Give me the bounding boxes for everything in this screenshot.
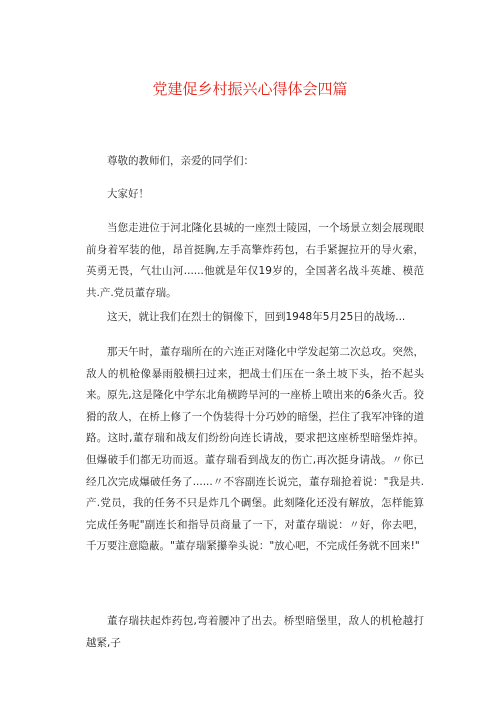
paragraph-salutation: 尊敬的教师们，亲爱的同学们： [107, 155, 254, 167]
paragraph-bronze-statue: 这天，就让我们在烈士的铜像下，回到1948年5月25日的战场... [107, 311, 406, 323]
paragraph-charge: 董存瑞扶起炸药包,弯着腰冲了出去。桥型暗堡里，敌人的机枪越打越紧,子 [86, 615, 424, 649]
paragraph-greeting: 大家好！ [107, 188, 149, 200]
document-title: 党建促乡村振兴心得体会四篇 [152, 80, 348, 98]
paragraph-memorial: 当您走进位于河北隆化县城的一座烈士陵园，一个场景立刻会展现眼前身着军装的他，昂首挺胸,左手高擎炸药包，右手紧握拉开的导火索，英勇无畏，气壮山河......他就是年仅19岁的，全国著名战斗英雄、模范共.产.党员董存瑞。 [86, 222, 424, 299]
paragraph-battle: 那天午时，董存瑞所在的六连正对隆化中学发起第二次总攻。突然，敌人的机枪像暴雨般横扫过来，把战士们压在一条土坡下头，抬不起头来。原先,这是隆化中学东北角横跨旱河的一座桥上喷出来的6条火舌。狡猾的敌人，在桥上修了一个伪装得十分巧妙的暗堡，拦住了我军冲锋的道路。这时,董存瑞和战友们纷纷向连长请战，要求把这座桥型暗堡炸掉。但爆破手们都无功而返。董存瑞看到战友的伤亡,再次挺身请战。〃你已经几次完成爆破任务了......〃不容副连长说完，董存瑞抢着说："我是共.产.党员，我的任务不只是炸几个碉堡。此刻隆化还没有解放，怎样能算完成任务呢"副连长和指导员商量了一下，对董存瑞说：〃好，你去吧，千万要注意隐蔽。"董存瑞紧攥拳头说："放心吧，不完成任务就不回来!" [86, 346, 424, 553]
